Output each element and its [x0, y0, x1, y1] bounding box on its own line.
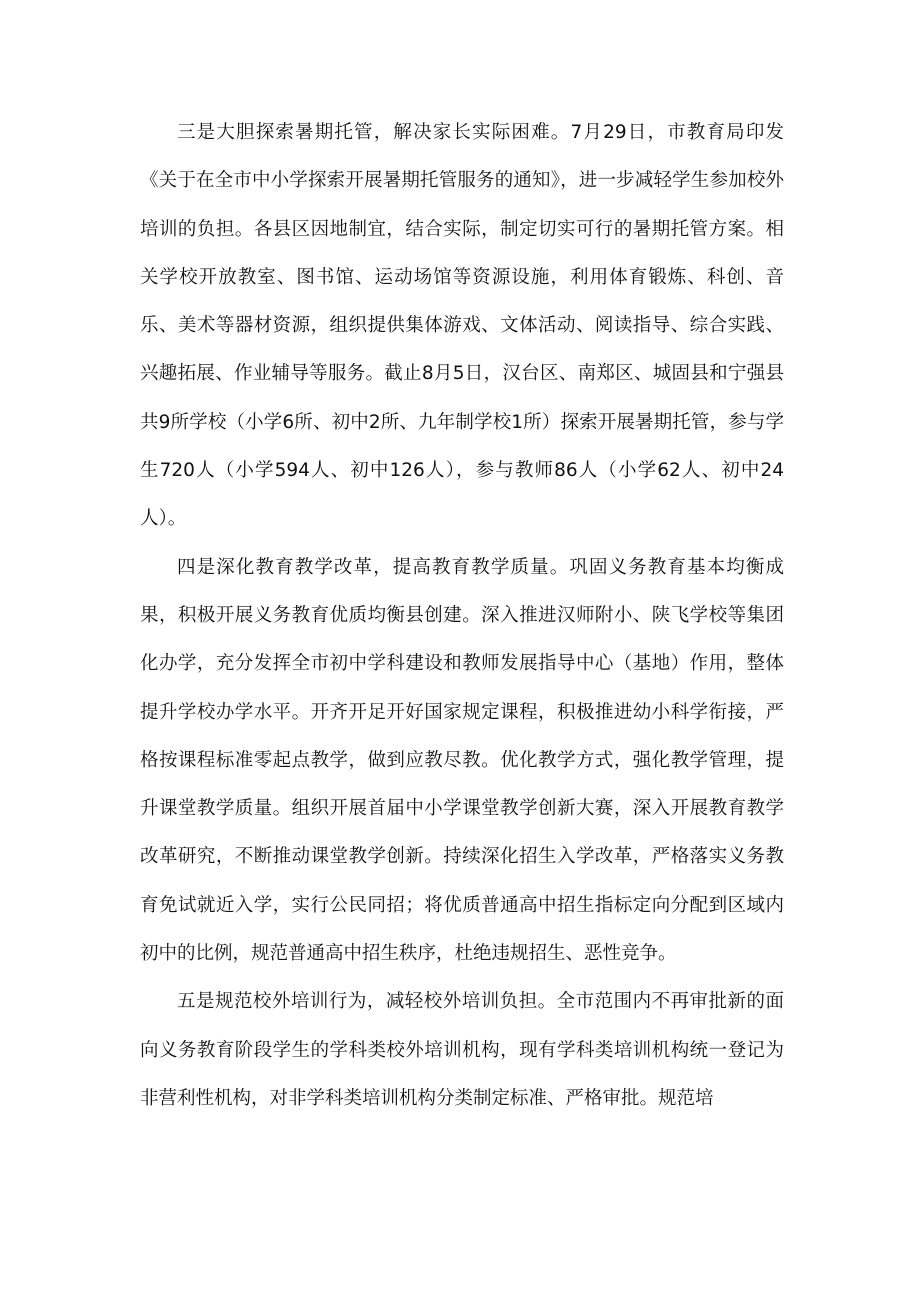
document-body: [140, 109, 784, 1123]
paragraph-teaching-reform: 四是深化教育教学改革，提高教育教学质量。巩固义务教育基本均衡成果，积极开展义务教育优质均衡县创建。深入推进汉师附小、陕飞学校等集团化办学，充分发挥全市初中学科建设和教师发展指导中心（基地）作用，整体提升学校办学水平。开齐开足开好国家规定课程，积极推进幼小科学衔接，严格按课程标准零起点教学，做到应教尽教。优化教学方式，强化教学管理，提升课堂教学质量。组织开展首届中小学课堂教学创新大赛，深入开展教育教学改革研究，不断推动课堂教学创新。持续深化招生入学改革，严格落实义务教育免试就近入学，实行公民同招；将优质普通高中招生指标定向分配到区域内初中的比例，规范普通高中招生秩序，杜绝违规招生、恶性竞争。: [140, 556, 784, 965]
paragraph-off-campus-training: 五是规范校外培训行为，减轻校外培训负担。全市范围内不再审批新的面向义务教育阶段学生的学科类校外培训机构，现有学科类培训机构统一登记为非营利性机构，对非学科类培训机构分类制定标准、严格审批。规范培: [140, 991, 784, 1109]
paragraph-summer-care: 三是大胆探索暑期托管，解决家长实际困难。7月29日，市教育局印发《关于在全市中小学探索开展暑期托管服务的通知》，进一步减轻学生参加校外培训的负担。各县区因地制宜，结合实际，制定切实可行的暑期托管方案。相关学校开放教室、图书馆、运动场馆等资源设施，利用体育锻炼、科创、音乐、美术等器材资源，组织提供集体游戏、文体活动、阅读指导、综合实践、兴趣拓展、作业辅导等服务。截止8月5日，汉台区、南郑区、城固县和宁强县共9所学校（小学6所、初中2所、九年制学校1所）探索开展暑期托管，参与学生720人（小学594人、初中126人），参与教师86人（小学62人、初中24人）。: [140, 122, 784, 530]
